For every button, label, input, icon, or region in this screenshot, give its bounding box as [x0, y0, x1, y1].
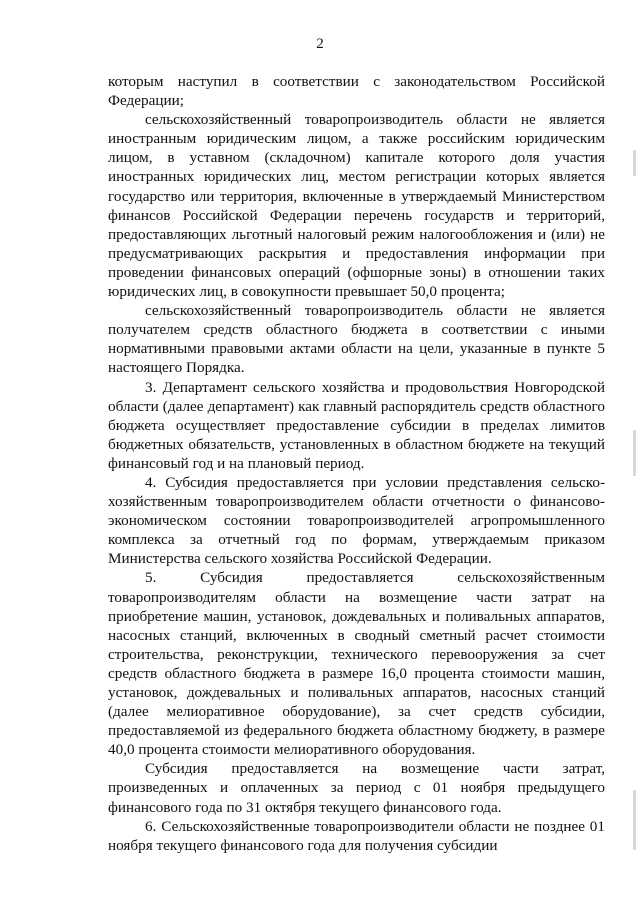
- scan-margin-mark: [633, 790, 636, 850]
- paragraph-item-4: 4. Субсидия предоставляется при условии представления сельско-хозяйственным товаропроизводителем области отчетности о финансово-экономическом состоянии товаропроизводителей агропромышленного комплекса за отчетный год по формам, утверждаемым приказом Министерства сельского хозяйства Российской Федерации.: [108, 473, 605, 568]
- paragraph-not-foreign-entity: сельскохозяйственный товаропроизводитель области не является иностранным юридическим лицом, а также российским юридическим лицом, в уставном (складочном) капитале которого доля участия иностранных юридических лиц, местом регистрации которых является государство или территория, включенные в утверждаемый Министерством финансов Российской Федерации перечень государств и территорий, предоставляющих льготный налоговый режим налогообложения и (или) не предусматривающих раскрытия и предоставления информации при проведении финансовых операций (офшорные зоны) в отношении таких юридических лиц, в совокупности превышает 50,0 процента;: [108, 111, 605, 301]
- paragraph-continuation: которым наступил в соответствии с законодательством Российской Федерации;: [108, 73, 605, 110]
- paragraph-period: Субсидия предоставляется на возмещение части затрат, произведенных и оплаченных за период с 01 ноября предыдущего финансового года по 31 октября текущего финансового года.: [108, 760, 605, 816]
- paragraph-not-budget-recipient: сельскохозяйственный товаропроизводитель области не является получателем средств областного бюджета в соответствии с иными нормативными правовыми актами области на цели, указанные в пункте 5 настоящего Порядка.: [108, 302, 605, 377]
- page-number: 2: [316, 36, 324, 52]
- scan-margin-mark: [633, 430, 636, 476]
- scan-margin-mark: [633, 150, 636, 176]
- paragraph-item-3: 3. Департамент сельского хозяйства и продовольствия Новгородской области (далее департамент) как главный распорядитель средств областного бюджета осуществляет предоставление субсидии в пределах лимитов бюджетных обязательств, установленных в областном бюджете на текущий финансовый год и на плановый период.: [108, 378, 605, 472]
- paragraph-item-6: 6. Сельскохозяйственные товаропроизводители области не позднее 01 ноября текущего финансового года для получения субсидии: [108, 817, 605, 854]
- document-body: [108, 72, 605, 855]
- paragraph-item-5: 5. Субсидия предоставляется сельскохозяйственным товаропроизводителям области на возмещение части затрат на приобретение машин, установок, дождевальных и поливальных аппаратов, насосных станций, включенных в сводный сметный расчет стоимости строительства, реконструкции, технического перевооружения за счет средств областного бюджета в размере 16,0 процента стоимости машин, установок, дождевальных и поливальных аппаратов, насосных станций (далее мелиоративное оборудование), за счет средств субсидии, предоставляемой из федерального бюджета областному бюджету, в размере 40,0 процента стоимости мелиоративного оборудования.: [108, 569, 605, 759]
